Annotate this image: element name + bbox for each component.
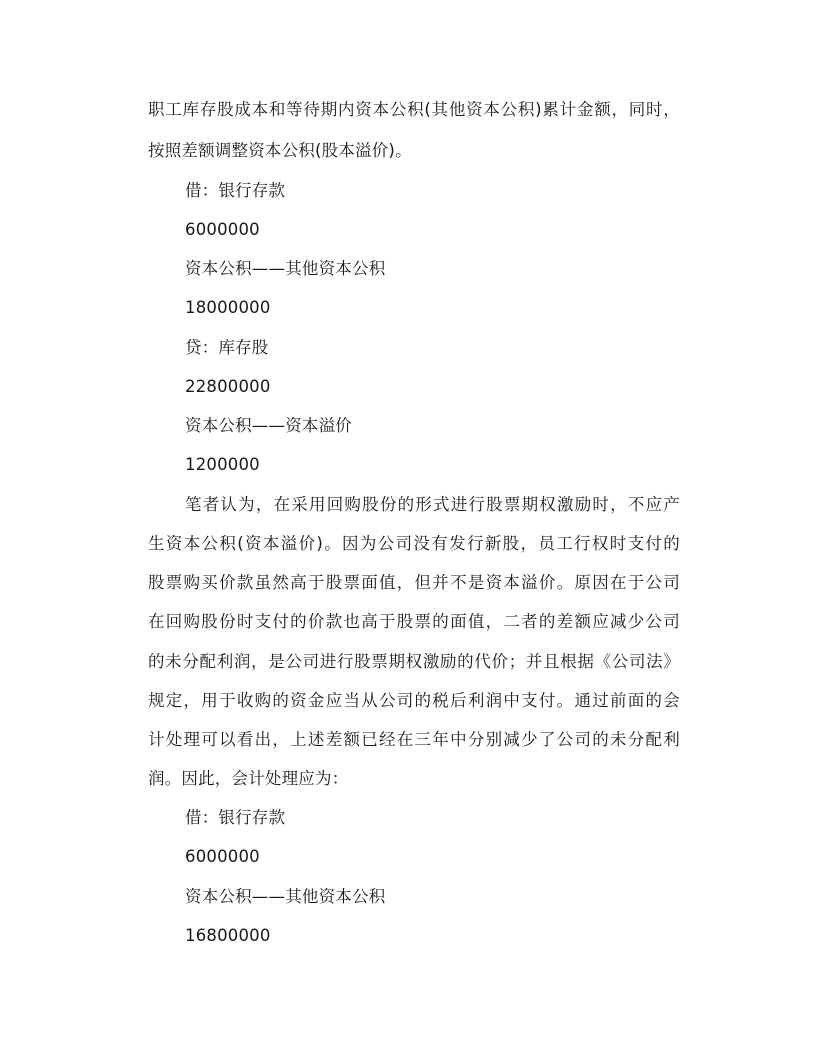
entry-amount: 16800000 <box>185 926 271 945</box>
entry-amount: 1200000 <box>185 455 260 474</box>
paragraph-line: 计处理可以看出，上述差额已经在三年中分别减少了公司的未分配利 <box>148 730 680 749</box>
entry-amount: 22800000 <box>185 377 271 396</box>
entry-credit-label: 贷：库存股 <box>185 338 269 357</box>
paragraph-line: 的未分配利润，是公司进行股票期权激励的代价；并且根据《公司法》 <box>148 652 680 671</box>
entry-amount: 6000000 <box>185 220 260 239</box>
paragraph-line: 规定，用于收购的资金应当从公司的税后利润中支付。通过前面的会 <box>148 691 680 710</box>
entry-account: 资本公积——资本溢价 <box>185 416 352 435</box>
paragraph-line: 按照差额调整资本公积(股本溢价)。 <box>148 141 412 160</box>
paragraph-line: 润。因此，会计处理应为： <box>148 769 349 788</box>
paragraph-line: 职工库存股成本和等待期内资本公积(其他资本公积)累计金额，同时， <box>148 100 680 119</box>
paragraph-line: 在回购股份时支付的价款也高于股票的面值，二者的差额应减少公司 <box>148 612 680 631</box>
entry-debit-label: 借：银行存款 <box>185 181 286 200</box>
entry-account: 资本公积——其他资本公积 <box>185 259 386 278</box>
paragraph-line: 生资本公积(资本溢价)。因为公司没有发行新股，员工行权时支付的 <box>148 534 680 553</box>
paragraph-line: 股票购买价款虽然高于股票面值，但并不是资本溢价。原因在于公司 <box>148 573 680 592</box>
entry-account: 资本公积——其他资本公积 <box>185 887 386 906</box>
paragraph-line: 笔者认为，在采用回购股份的形式进行股票期权激励时，不应产 <box>185 495 680 514</box>
entry-debit-label: 借：银行存款 <box>185 808 286 827</box>
entry-amount: 6000000 <box>185 847 260 866</box>
entry-amount: 18000000 <box>185 298 271 317</box>
